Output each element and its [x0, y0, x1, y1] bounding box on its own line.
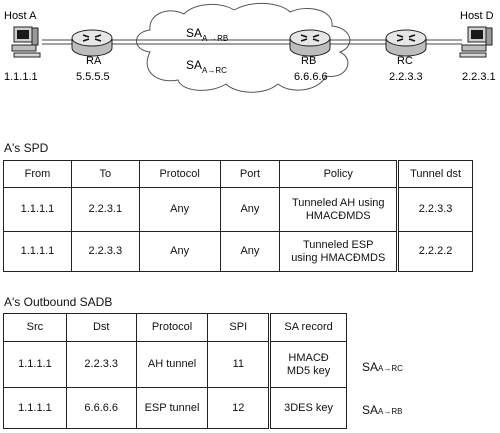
sadb-sa-label-rc: SAA→RC [362, 360, 403, 374]
sadb-cell-dst: 6.6.6.6 [66, 388, 136, 429]
sadb-record-line2: MD5 key [286, 364, 331, 377]
spd-header-port: Port [220, 161, 280, 188]
spd-header-row [4, 161, 473, 188]
sadb-cell-src: 1.1.1.1 [4, 342, 67, 388]
spd-cell-port: Any [220, 232, 280, 272]
sadb-table [3, 313, 347, 429]
sadb-header-sa-record: SA record [270, 314, 347, 342]
sadb-sa-label-rb: SAA→RB [362, 403, 403, 417]
network-topology-diagram [0, 0, 500, 100]
host-d-computer-icon [460, 27, 492, 57]
sadb-header-protocol: Protocol [136, 314, 208, 342]
spd-cell-tunnel-dst: 2.2.2.2 [398, 232, 473, 272]
table-row [4, 342, 347, 388]
router-rb-icon [290, 30, 330, 56]
tunnel-sa-a-rb: $SA_{A \to RB}$ [186, 26, 229, 43]
spd-policy-line1: Tunneled AH using [291, 196, 385, 209]
sadb-cell-sa-record [270, 388, 347, 429]
router-ra-label: RA [86, 55, 102, 67]
spd-cell-protocol: Any [139, 232, 220, 272]
router-rb-ip: 6.6.6.6 [294, 71, 328, 83]
spd-header-to: To [71, 161, 139, 188]
router-ra-icon [72, 30, 112, 56]
sadb-cell-protocol: ESP tunnel [136, 388, 208, 429]
host-a-label: Host A [4, 10, 37, 22]
spd-header-protocol: Protocol [139, 161, 220, 188]
spd-cell-port: Any [220, 188, 280, 232]
router-rc-ip: 2.2.3.3 [389, 71, 423, 83]
table-row [4, 232, 473, 272]
spd-cell-policy [280, 188, 398, 232]
sadb-record-line1: 3DES key [284, 401, 334, 414]
spd-header-from: From [4, 161, 72, 188]
spd-title: A's SPD [4, 141, 49, 155]
spd-cell-to: 2.2.3.1 [71, 188, 139, 232]
host-d-label: Host D [460, 10, 494, 22]
host-a-computer-icon [12, 27, 40, 57]
table-row [4, 388, 347, 429]
sadb-header-row [4, 314, 347, 342]
host-a-ip: 1.1.1.1 [4, 71, 38, 83]
sadb-title: A's Outbound SADB [4, 295, 113, 309]
sadb-cell-dst: 2.2.3.3 [66, 342, 136, 388]
router-rc-label: RC [397, 55, 413, 67]
spd-cell-from: 1.1.1.1 [4, 232, 72, 272]
sadb-record-line1: HMACĐ [288, 351, 329, 364]
spd-cell-tunnel-dst: 2.2.3.3 [398, 188, 473, 232]
router-ra-ip: 5.5.5.5 [76, 71, 110, 83]
spd-cell-policy [280, 232, 398, 272]
sadb-cell-spi: 11 [208, 342, 270, 388]
spd-header-policy: Policy [280, 161, 398, 188]
host-d-ip: 2.2.3.1 [462, 71, 496, 83]
spd-cell-from: 1.1.1.1 [4, 188, 72, 232]
sadb-header-dst: Dst [66, 314, 136, 342]
sadb-cell-src: 1.1.1.1 [4, 388, 67, 429]
sadb-cell-protocol: AH tunnel [136, 342, 208, 388]
spd-cell-to: 2.2.3.3 [71, 232, 139, 272]
table-row [4, 188, 473, 232]
spd-table [3, 160, 473, 272]
sadb-header-src: Src [4, 314, 67, 342]
sadb-header-spi: SPI [208, 314, 270, 342]
spd-policy-line2: HMACĐMDS [305, 209, 371, 222]
tunnel-sa-a-rc: $SA_{A\to RC}$ [186, 58, 227, 75]
spd-policy-line1: Tunneled ESP [302, 238, 374, 251]
router-rb-label: RB [301, 55, 317, 67]
spd-header-tunnel-dst: Tunnel dst [398, 161, 473, 188]
spd-policy-line2: using HMACĐMDS [291, 251, 386, 264]
sadb-cell-spi: 12 [208, 388, 270, 429]
router-rc-icon [386, 30, 426, 56]
sadb-cell-sa-record [270, 342, 347, 388]
spd-cell-protocol: Any [139, 188, 220, 232]
